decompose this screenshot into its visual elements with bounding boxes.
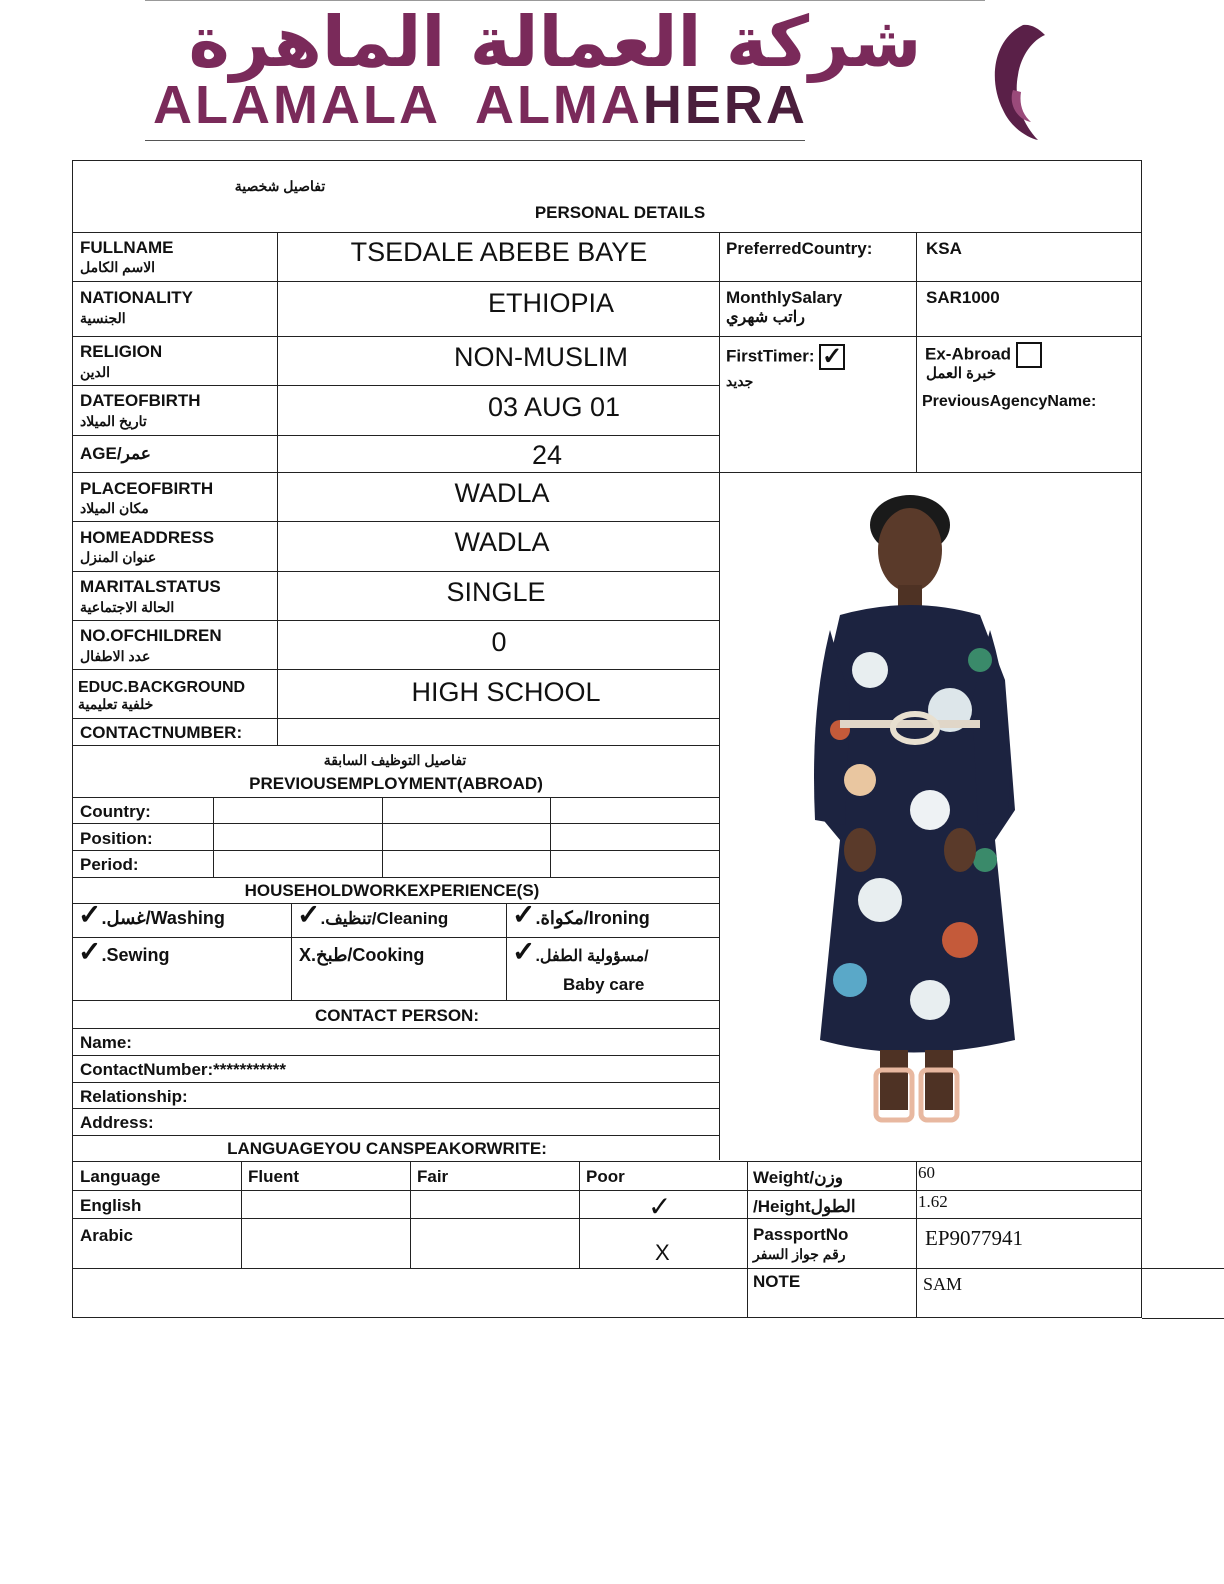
preferred-country-label: PreferredCountry: — [726, 239, 873, 258]
skill-ironing-text: .مكواة/Ironing — [535, 908, 650, 928]
prev-position-label: Position: — [80, 829, 153, 848]
lang-header-fluent: Fluent — [248, 1167, 299, 1186]
company-logo — [145, 0, 1055, 145]
monthly-salary-value: SAR1000 — [926, 288, 1000, 307]
skill-babycare-mark: ✓ — [512, 936, 536, 967]
dob-label: DATEOFBIRTH — [80, 391, 201, 410]
prev-employment-title: PREVIOUSEMPLOYMENT(ABROAD) — [249, 774, 543, 793]
skill-cooking — [299, 946, 424, 965]
first-timer-label — [726, 344, 845, 370]
ex-abroad-label-ar: خبرة العمل — [926, 365, 997, 382]
skill-washing-mark: ✓ — [78, 899, 102, 930]
age-label: AGE/عمر — [80, 444, 151, 463]
prev-country-label: Country: — [80, 802, 151, 821]
pob-label: PLACEOFBIRTH — [80, 479, 214, 498]
religion-label-ar: الدين — [80, 364, 111, 380]
home-address-label: HOMEADDRESS — [80, 528, 215, 547]
prev-period-label: Period: — [80, 855, 139, 874]
first-timer-checkbox[interactable]: ✓ — [819, 344, 845, 370]
skill-babycare — [512, 936, 649, 967]
first-timer-text: FirstTimer: — [726, 346, 815, 366]
lang-header-fair: Fair — [417, 1167, 449, 1186]
children-label: NO.OFCHILDREN — [80, 626, 222, 645]
religion-value: NON-MUSLIM — [454, 342, 628, 372]
household-title: HOUSEHOLDWORKEXPERIENCE(S) — [244, 881, 540, 900]
ex-abroad-checkbox[interactable] — [1016, 342, 1042, 368]
dob-label-ar: تاريخ الميلاد — [80, 413, 147, 429]
fullname-label-ar: الاسم الكامل — [80, 259, 156, 275]
dob-value: 03 AUG 01 — [487, 392, 621, 422]
home-address-label-ar: عنوان المنزل — [80, 549, 157, 565]
logo-arabic-text: شركة العمالة الماهرة — [188, 1, 922, 83]
skill-babycare-text: .مسؤولية الطفل/ — [535, 948, 649, 965]
religion-label: RELIGION — [80, 342, 163, 361]
contact-relationship-label: Relationship: — [80, 1087, 188, 1106]
ex-abroad-text: Ex-Abroad — [925, 344, 1011, 364]
skill-sewing-mark: ✓ — [78, 936, 102, 967]
education-label: EDUC.BACKGROUND — [78, 679, 246, 696]
personal-title-ar: تفاصيل شخصية — [234, 178, 326, 194]
logo-latin-part-3: HERA — [642, 75, 808, 135]
lang-header-poor: Poor — [586, 1167, 625, 1186]
contact-name-label: Name: — [80, 1033, 132, 1052]
lang-arabic-poor-mark: X — [655, 1240, 670, 1265]
preferred-country-value: KSA — [926, 239, 962, 258]
prev-employment-title-ar: تفاصيل التوظيف السابقة — [323, 752, 467, 768]
logo-emblem-icon — [983, 20, 1053, 145]
nationality-value: ETHIOPIA — [487, 288, 615, 318]
nationality-label-ar: الجنسية — [80, 310, 126, 326]
applicant-photo — [780, 480, 1070, 1150]
note-label: NOTE — [753, 1272, 801, 1291]
skill-cleaning — [297, 899, 449, 930]
marital-status-label: MARITALSTATUS — [80, 577, 221, 596]
marital-status-label-ar: الحالة الاجتماعية — [80, 599, 175, 615]
logo-latin-part-1: ALAMALA — [153, 75, 439, 135]
skill-babycare-label: Baby care — [563, 975, 645, 994]
passport-label: PassportNo — [753, 1225, 849, 1244]
education-label-ar: خلفية تعليمية — [78, 696, 154, 712]
lang-english: English — [80, 1196, 142, 1215]
lang-english-poor-mark: ✓ — [648, 1191, 672, 1222]
children-value: 0 — [491, 627, 507, 657]
previous-agency-label: PreviousAgencyName: — [922, 393, 1097, 410]
education-value: HIGH SCHOOL — [411, 677, 601, 707]
skill-washing-text: .غسل/Washing — [101, 908, 225, 928]
height-value: 1.62 — [918, 1192, 948, 1211]
children-label-ar: عدد الاطفال — [80, 648, 151, 664]
first-timer-label-ar: جديد — [726, 373, 754, 389]
skill-cooking-text: .طبخ/Cooking — [311, 945, 425, 965]
weight-value: 60 — [918, 1163, 935, 1182]
applicant-photo-illustration — [780, 480, 1070, 1150]
weight-label: Weight/وزن — [753, 1168, 843, 1187]
fullname-value: TSEDALE ABEBE BAYE — [350, 237, 648, 267]
note-value: SAM — [923, 1274, 963, 1294]
contact-number-label: CONTACTNUMBER: — [80, 723, 243, 742]
skill-ironing-mark: ✓ — [512, 899, 536, 930]
contact-address-label: Address: — [80, 1113, 154, 1132]
age-value: 24 — [531, 440, 563, 470]
nationality-label: NATIONALITY — [80, 288, 194, 307]
passport-label-ar: رقم جواز السفر — [753, 1246, 846, 1262]
contact-number-row-label: ContactNumber:*********** — [80, 1060, 286, 1079]
language-title: LANGUAGEYOU CANSPEAKORWRITE: — [227, 1139, 547, 1158]
pob-label-ar: مكان الميلاد — [80, 500, 149, 516]
monthly-salary-label-ar: راتب شهري — [726, 309, 805, 326]
marital-status-value: SINGLE — [446, 577, 546, 607]
passport-value: EP9077941 — [925, 1226, 1024, 1250]
skill-sewing — [78, 936, 170, 967]
lang-header-language: Language — [80, 1167, 161, 1186]
home-address-value: WADLA — [454, 527, 550, 557]
skill-cleaning-mark: ✓ — [297, 899, 321, 930]
lang-arabic: Arabic — [80, 1226, 133, 1245]
monthly-salary-label: MonthlySalary — [726, 288, 843, 307]
skill-washing — [78, 899, 225, 930]
personal-title: PERSONAL DETAILS — [534, 203, 706, 222]
logo-latin-text — [153, 75, 983, 135]
skill-cooking-mark: X — [299, 945, 312, 965]
contact-person-title: CONTACT PERSON: — [314, 1006, 479, 1025]
skill-ironing — [512, 899, 650, 930]
fullname-label: FULLNAME — [80, 238, 174, 257]
height-label: /Heightالطول — [753, 1197, 856, 1216]
skill-cleaning-text: .تنظيف/Cleaning — [320, 909, 449, 928]
logo-latin-part-2: ALMA — [474, 75, 643, 135]
skill-sewing-text: .Sewing — [101, 945, 170, 965]
pob-value: WADLA — [454, 478, 550, 508]
